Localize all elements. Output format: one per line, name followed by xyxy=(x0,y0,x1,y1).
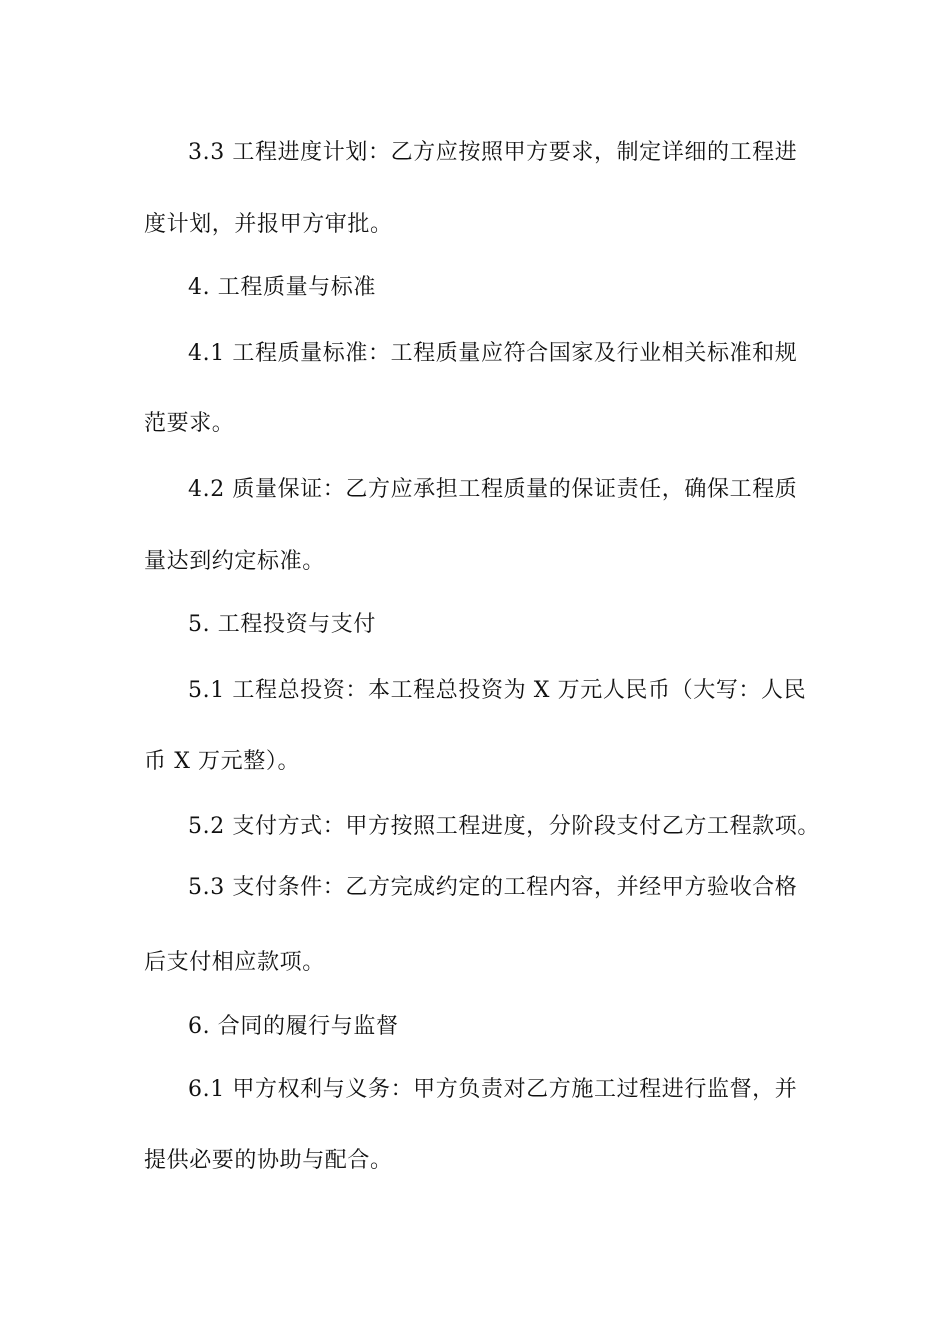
paragraph-4-1-line-2: 范要求。 xyxy=(144,411,235,436)
paragraph-5-1-line-1: 5.1 工程总投资：本工程总投资为 X 万元人民币（大写：人民 xyxy=(188,678,807,703)
paragraph-5-3-line-1: 5.3 支付条件：乙方完成约定的工程内容，并经甲方验收合格 xyxy=(188,875,798,900)
paragraph-5-1-line-2: 币 X 万元整）。 xyxy=(144,749,301,774)
section-4-heading: 4. 工程质量与标准 xyxy=(188,275,376,300)
paragraph-5-2: 5.2 支付方式：甲方按照工程进度，分阶段支付乙方工程款项。 xyxy=(188,814,820,839)
paragraph-4-1-line-1: 4.1 工程质量标准：工程质量应符合国家及行业相关标准和规 xyxy=(188,341,798,366)
paragraph-6-1-line-1: 6.1 甲方权利与义务：甲方负责对乙方施工过程进行监督，并 xyxy=(188,1077,798,1102)
paragraph-4-2-line-2: 量达到约定标准。 xyxy=(144,549,325,574)
paragraph-3-3-line-1: 3.3 工程进度计划：乙方应按照甲方要求，制定详细的工程进 xyxy=(188,140,798,165)
paragraph-5-3-line-2: 后支付相应款项。 xyxy=(144,950,325,975)
paragraph-4-2-line-1: 4.2 质量保证：乙方应承担工程质量的保证责任，确保工程质 xyxy=(188,477,798,502)
section-5-heading: 5. 工程投资与支付 xyxy=(188,612,376,637)
paragraph-3-3-line-2: 度计划，并报甲方审批。 xyxy=(144,212,393,237)
section-6-heading: 6. 合同的履行与监督 xyxy=(188,1014,399,1039)
paragraph-6-1-line-2: 提供必要的协助与配合。 xyxy=(144,1148,393,1173)
